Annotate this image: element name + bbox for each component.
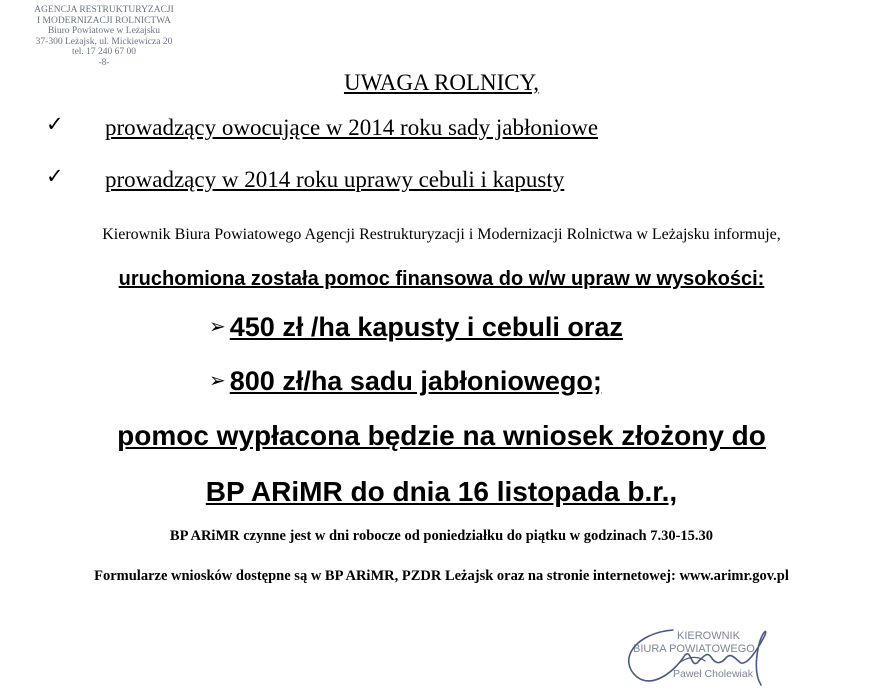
payout-line-1: pomoc wypłacona będzie na wniosek złożony do [117, 420, 766, 451]
notice-title: UWAGA ROLNICY, [343, 70, 540, 95]
amount-apple-orchard [209, 366, 602, 397]
signature-name: Paweł Cholewiak [673, 668, 753, 680]
amount-cabbage-onion [209, 312, 623, 343]
signature-stamp [615, 605, 883, 700]
intro-text: Kierownik Biura Powiatowego Agencji Restrukturyzacji i Modernizacji Rolnictwa w Leżajsku informuje, [102, 226, 781, 243]
amount-text: 800 zł/ha sadu jabłoniowego; [229, 366, 602, 396]
checkmark-icon: ✓ [46, 112, 64, 136]
office-stamp [6, 5, 202, 69]
arrow-bullet-icon: ➢ [209, 314, 226, 338]
payout-line-2: BP ARiMR do dnia 16 listopada b.r., [205, 476, 678, 507]
checkmark-icon: ✓ [46, 164, 64, 188]
stamp-line: AGENCJA RESTRUKTURYZACJI [34, 5, 174, 15]
amount-text: 450 zł /ha kapusty i cebuli oraz [229, 312, 623, 342]
signature-role-line1: KIEROWNIK [677, 630, 740, 642]
stamp-line: 37-300 Leżajsk, ul. Mickiewicza 20 [35, 36, 173, 47]
stamp-line: -8- [98, 57, 110, 68]
stamp-line: Biuro Powiatowe w Leżajsku [47, 26, 161, 37]
bullet-orchards: prowadzący owocujące w 2014 roku sady jabłoniowe [105, 115, 599, 140]
bullet-vegetables: prowadzący w 2014 roku uprawy cebuli i kapusty [105, 167, 565, 192]
handwritten-signature [615, 605, 883, 700]
signature-role-line2: BIURA POWIATOWEGO [633, 643, 755, 655]
aid-announcement: uruchomiona została pomoc finansowa do w/w upraw w wysokości: [118, 268, 765, 290]
stamp-line: I MODERNIZACJI ROLNICTWA [36, 15, 172, 26]
forms-availability: Formularze wniosków dostępne są w BP ARiMR, PZDR Leżajsk oraz na stronie internetowej: www.arimr.gov.pl [94, 568, 789, 584]
office-hours: BP ARiMR czynne jest w dni robocze od poniedziałku do piątku w godzinach 7.30-15.30 [169, 528, 714, 544]
arrow-bullet-icon: ➢ [209, 368, 226, 392]
stamp-line: tel. 17 240 67 00 [71, 47, 137, 58]
